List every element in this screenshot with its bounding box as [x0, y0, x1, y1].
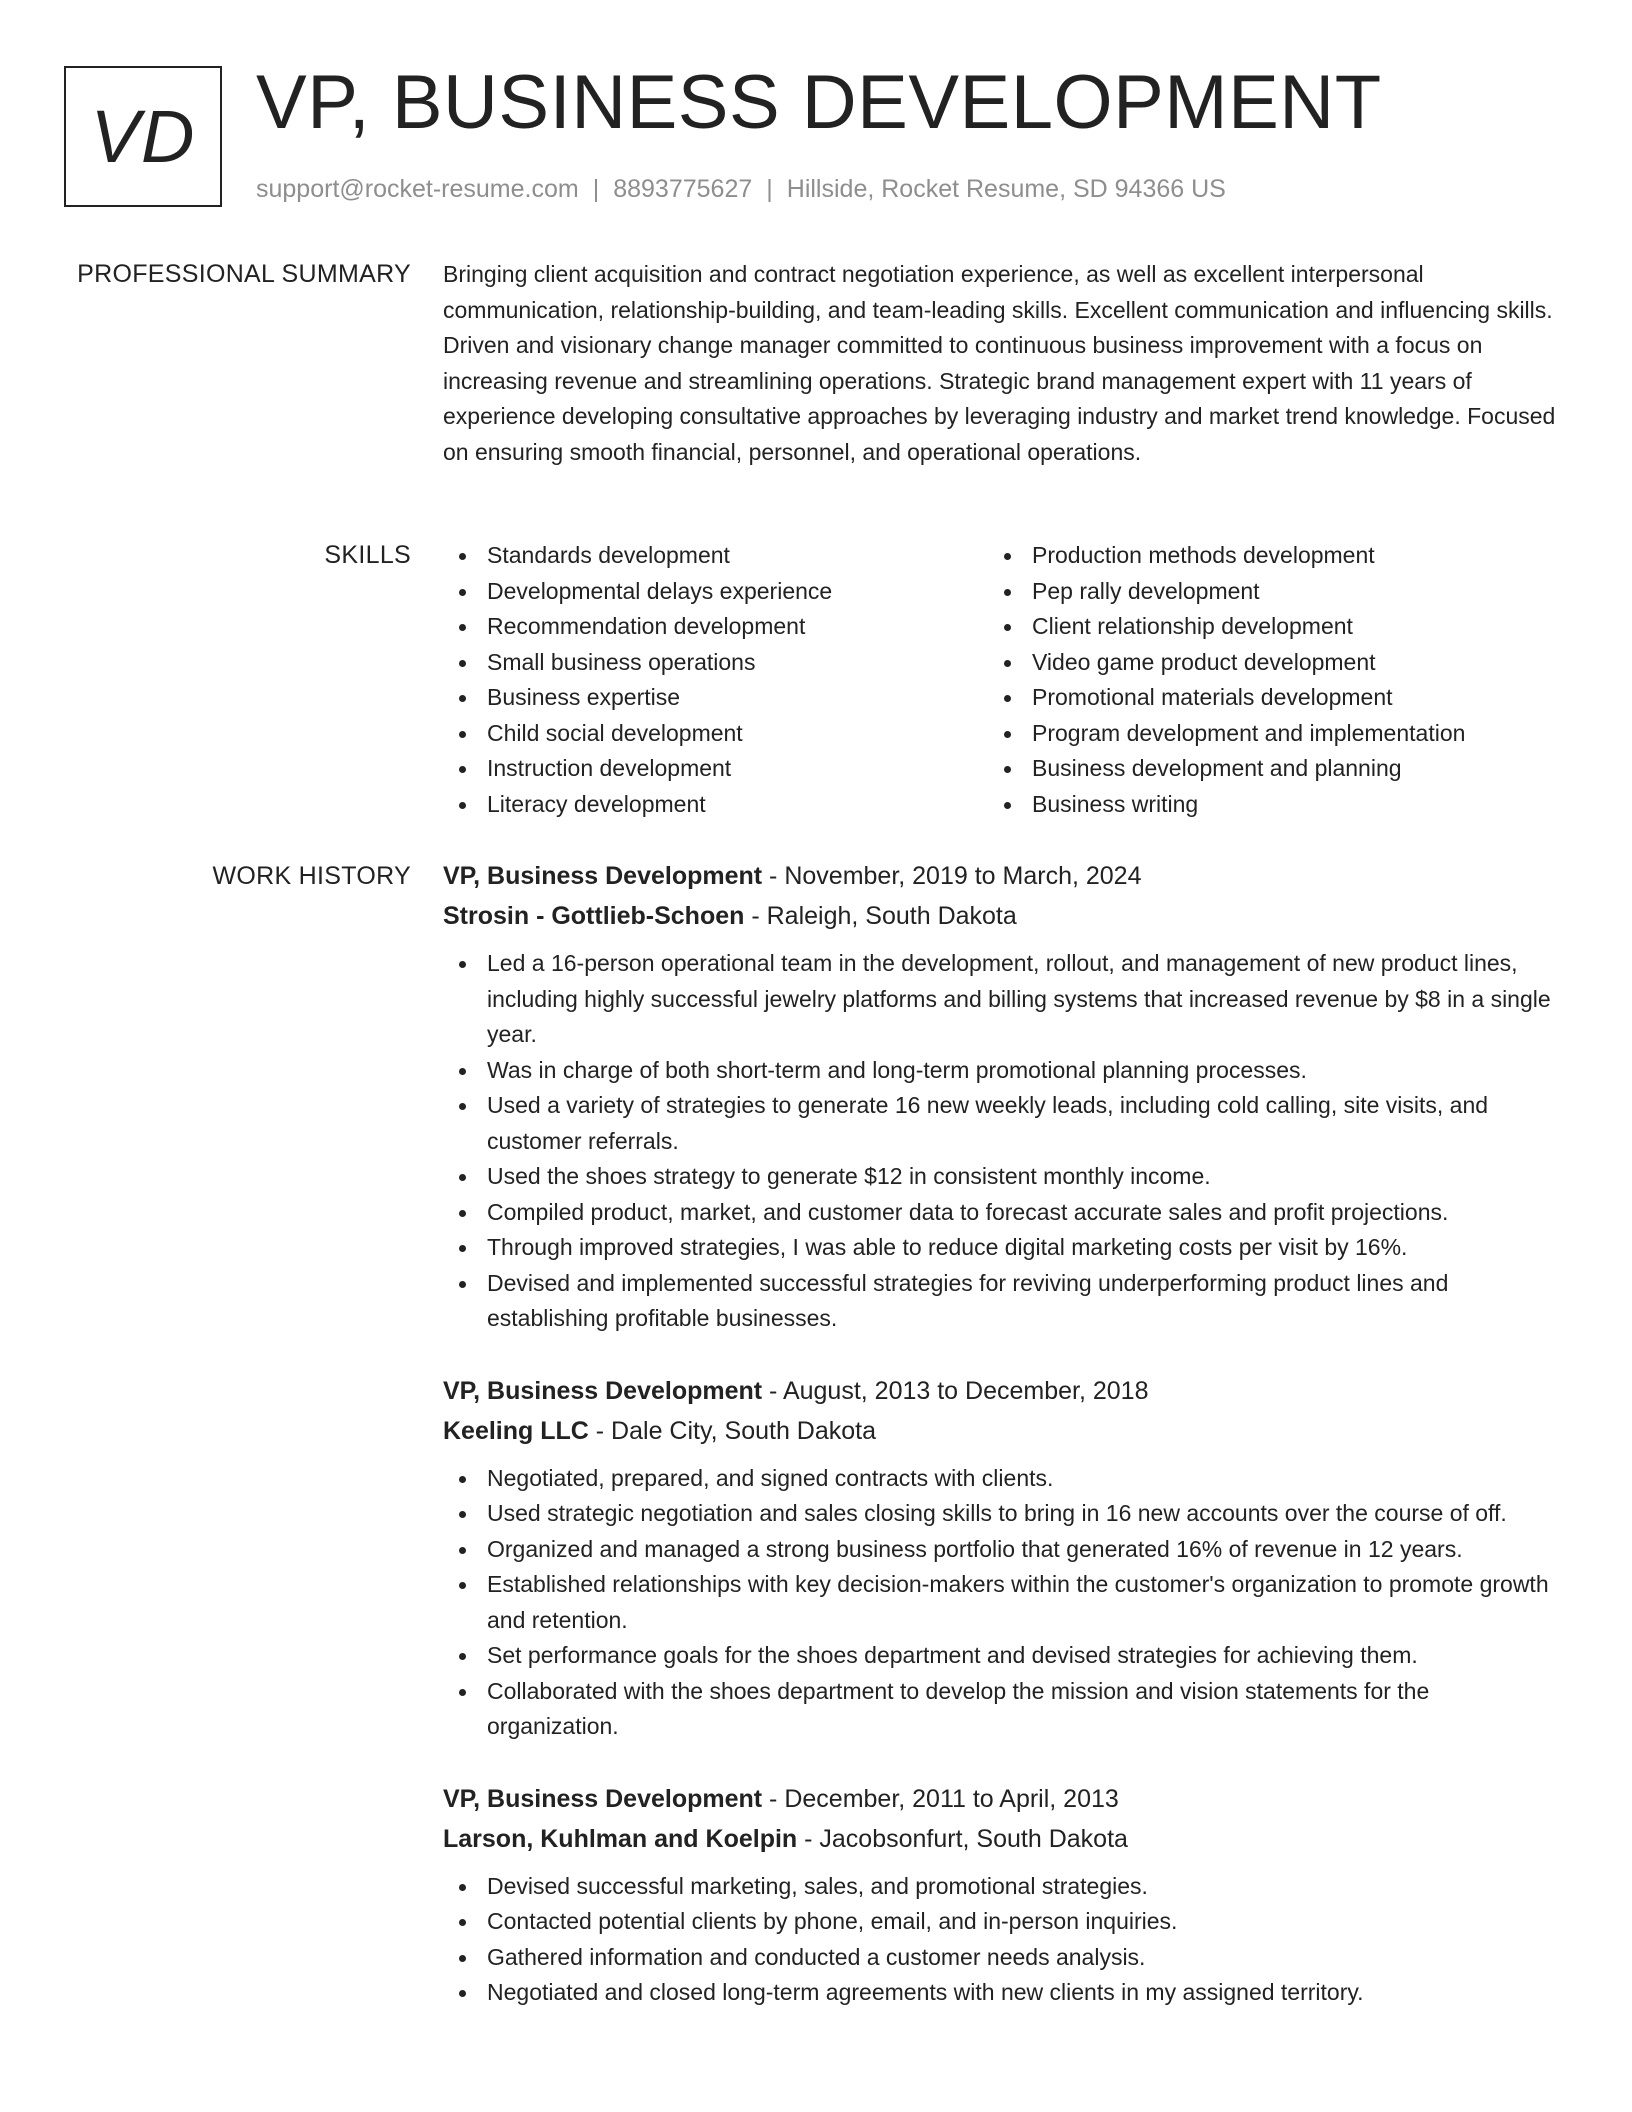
work-history-heading: WORK HISTORY	[212, 862, 411, 890]
skill-item: Developmental delays experience	[443, 574, 988, 610]
contact-address: Hillside, Rocket Resume, SD 94366 US	[786, 175, 1226, 203]
contact-phone: 8893775627	[613, 175, 753, 203]
job-bullet: Devised and implemented successful strategies for reviving underperforming product lines and establishing profitable businesses.	[443, 1266, 1561, 1337]
skill-item: Business development and planning	[988, 751, 1533, 787]
job-entry	[443, 856, 1561, 1337]
job-location: - Dale City, South Dakota	[588, 1416, 877, 1445]
skill-item: Instruction development	[443, 751, 988, 787]
resume-title: VP, BUSINESS DEVELOPMENT	[256, 60, 1382, 145]
job-company: Larson, Kuhlman and Koelpin	[443, 1824, 798, 1853]
skill-item: Business writing	[988, 787, 1533, 823]
summary-text: Bringing client acquisition and contract negotiation experience, as well as excellent interpersonal communication, relationship-building, and team-leading skills. Excellent communication and influencing skills. Driven and visionary change manager committed to continuous business improvement with a focus on increasing revenue and streamlining operations. Strategic brand management expert with 11 years of experience developing consultative approaches by leveraging industry and market trend knowledge. Focused on ensuring smooth financial, personnel, and operational operations.	[443, 261, 1556, 465]
job-bullet: Gathered information and conducted a customer needs analysis.	[443, 1940, 1561, 1976]
job-entry	[443, 1779, 1561, 2011]
job-company-line	[443, 1411, 1561, 1451]
skill-item: Video game product development	[988, 645, 1533, 681]
job-title: VP, Business Development	[443, 1784, 763, 1813]
summary-section	[443, 257, 1561, 470]
contact-line	[256, 173, 1226, 205]
job-title: VP, Business Development	[443, 862, 763, 890]
contact-separator: |	[592, 175, 600, 203]
job-bullet: Led a 16-person operational team in the development, rollout, and management of new product lines, including highly successful jewelry platforms and billing systems that increased revenue by $8 in a single year.	[443, 946, 1561, 1053]
job-bullet: Organized and managed a strong business portfolio that generated 16% of revenue in 12 years.	[443, 1532, 1561, 1568]
skills-section	[443, 538, 1561, 822]
job-title-line	[443, 856, 1561, 896]
job-dates: - December, 2011 to April, 2013	[762, 1784, 1119, 1813]
job-bullets	[443, 946, 1561, 1337]
job-entry	[443, 1371, 1561, 1745]
contact-separator: |	[766, 175, 773, 203]
job-bullet: Used strategic negotiation and sales closing skills to bring in 16 new accounts over the course of off.	[443, 1496, 1561, 1532]
job-bullet: Used the shoes strategy to generate $12 in consistent monthly income.	[443, 1159, 1561, 1195]
job-bullet: Negotiated and closed long-term agreements with new clients in my assigned territory.	[443, 1975, 1561, 2011]
job-dates: - August, 2013 to December, 2018	[762, 1376, 1149, 1405]
skill-item: Literacy development	[443, 787, 988, 823]
skills-column-right	[988, 538, 1533, 822]
skill-item: Recommendation development	[443, 609, 988, 645]
job-company-line	[443, 896, 1561, 936]
job-bullet: Through improved strategies, I was able to reduce digital marketing costs per visit by 16%.	[443, 1230, 1561, 1266]
monogram-logo: VD	[64, 66, 222, 207]
job-bullet: Contacted potential clients by phone, email, and in-person inquiries.	[443, 1904, 1561, 1940]
skill-item: Production methods development	[988, 538, 1533, 574]
job-location: - Raleigh, South Dakota	[744, 902, 1017, 930]
job-bullet: Established relationships with key decision-makers within the customer's organization to promote growth and retention.	[443, 1567, 1561, 1638]
job-bullet: Compiled product, market, and customer data to forecast accurate sales and profit projections.	[443, 1195, 1561, 1231]
skills-grid	[443, 538, 1561, 822]
skill-item: Client relationship development	[988, 609, 1533, 645]
job-bullets	[443, 1461, 1561, 1745]
job-bullet: Set performance goals for the shoes department and devised strategies for achieving them.	[443, 1638, 1561, 1674]
summary-heading: PROFESSIONAL SUMMARY	[77, 260, 411, 288]
job-location: - Jacobsonfurt, South Dakota	[797, 1824, 1128, 1853]
job-title-line	[443, 1371, 1561, 1411]
skills-heading: SKILLS	[324, 541, 411, 569]
job-bullets	[443, 1869, 1561, 2011]
job-company: Strosin - Gottlieb-Schoen	[443, 902, 745, 930]
job-bullet: Devised successful marketing, sales, and promotional strategies.	[443, 1869, 1561, 1905]
skill-item: Pep rally development	[988, 574, 1533, 610]
job-bullet: Collaborated with the shoes department to develop the mission and vision statements for the organization.	[443, 1674, 1561, 1745]
job-dates: - November, 2019 to March, 2024	[762, 862, 1142, 890]
job-company: Keeling LLC	[443, 1416, 589, 1445]
job-bullet: Was in charge of both short-term and long-term promotional planning processes.	[443, 1053, 1561, 1089]
skill-item: Child social development	[443, 716, 988, 752]
skill-item: Standards development	[443, 538, 988, 574]
work-history-section	[443, 856, 1561, 2045]
job-title: VP, Business Development	[443, 1376, 763, 1405]
skill-item: Small business operations	[443, 645, 988, 681]
job-bullet: Negotiated, prepared, and signed contracts with clients.	[443, 1461, 1561, 1497]
contact-email: support@rocket-resume.com	[256, 175, 579, 203]
skill-item: Promotional materials development	[988, 680, 1533, 716]
job-company-line	[443, 1819, 1561, 1859]
job-title-line	[443, 1779, 1561, 1819]
skills-column-left	[443, 538, 988, 822]
skill-item: Business expertise	[443, 680, 988, 716]
skill-item: Program development and implementation	[988, 716, 1533, 752]
job-bullet: Used a variety of strategies to generate 16 new weekly leads, including cold calling, site visits, and customer referrals.	[443, 1088, 1561, 1159]
